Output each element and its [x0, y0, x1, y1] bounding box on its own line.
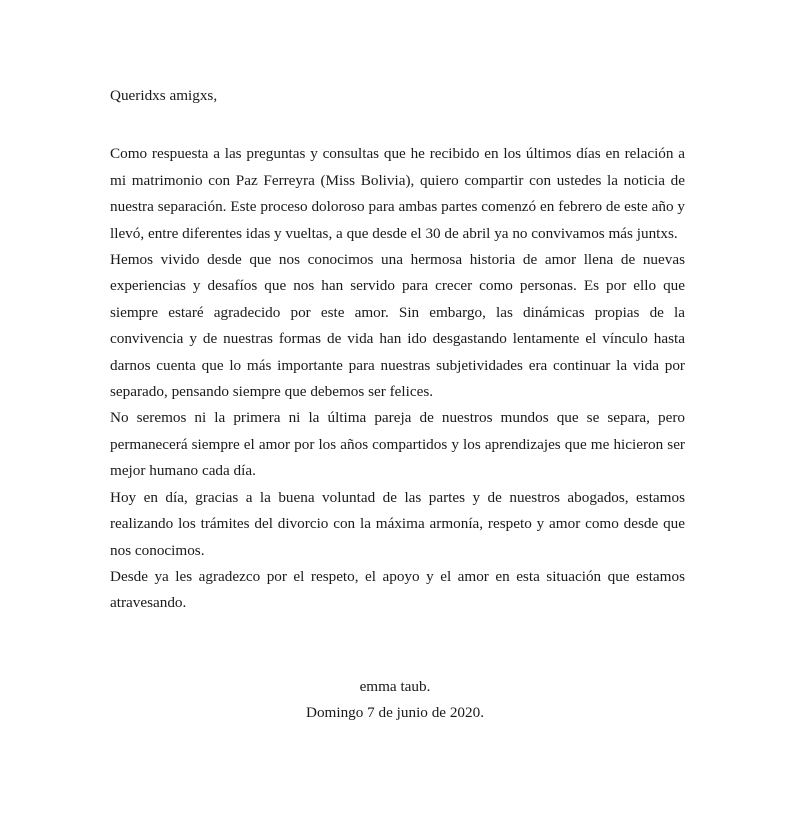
- letter-paragraph-1: Como respuesta a las preguntas y consultas que he recibido en los últimos días en relación a mi matrimonio con Paz Ferreyra (Miss Bolivia), quiero compartir con ustedes la noticia de nuestra separación. Este proceso doloroso para ambas partes comenzó en febrero de este año y llevó, entre diferentes idas y vueltas, a que desde el 30 de abril ya no convivamos más juntxs.: [110, 145, 685, 242]
- letter-paragraph-5: Desde ya les agradezco por el respeto, el apoyo y el amor en esta situación que estamos atravesando.: [110, 567, 685, 612]
- signature-date: Domingo 7 de junio de 2020.: [305, 704, 484, 722]
- letter-paragraph-4: Hoy en día, gracias a la buena voluntad de las partes y de nuestros abogados, estamos realizando los trámites del divorcio con la máxima armonía, respeto y amor como desde que nos conocimos.: [110, 488, 685, 559]
- letter-paragraph-3: No seremos ni la primera ni la última pareja de nuestros mundos que se separa, pero permanecerá siempre el amor por los años compartidos y los aprendizajes que me hicieron ser mejor humano cada día.: [110, 409, 685, 480]
- signature-name: emma taub.: [359, 678, 431, 695]
- signature-block: [0, 674, 790, 727]
- letter-paragraph-2: Hemos vivido desde que nos conocimos una hermosa historia de amor llena de nuevas experiencias y desafíos que nos han servido para crecer como personas. Es por ello que siempre estaré agradecido por este amor. Sin embargo, las dinámicas propias de la convivencia y de nuestras formas de vida han ido desgastando lentamente el vínculo hasta darnos cuenta que lo más importante para nuestras subjetividades era continuar la vida por separado, pensando siempre que debemos ser felices.: [110, 251, 685, 401]
- letter-greeting: Queridxs amigxs,: [110, 87, 218, 104]
- letter-body: [110, 83, 685, 617]
